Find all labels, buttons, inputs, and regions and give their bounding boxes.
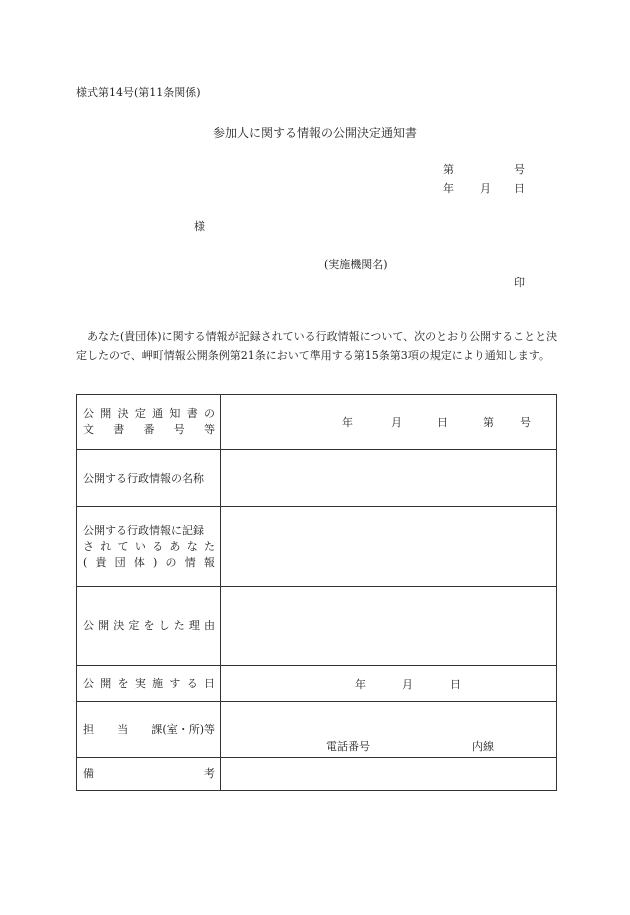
value-info-name xyxy=(221,450,557,507)
date-month: 月 xyxy=(480,182,491,195)
label-date xyxy=(77,666,221,702)
label-remarks xyxy=(77,758,221,791)
label-char: れ xyxy=(100,540,112,553)
value-date xyxy=(221,666,557,702)
label-char: 課(室・所)等 xyxy=(151,723,215,736)
value-month: 月 xyxy=(391,416,402,429)
row-info-name xyxy=(77,450,557,507)
label-char: あ xyxy=(169,540,181,553)
label-char: の xyxy=(203,407,215,420)
value-day: 日 xyxy=(450,678,461,691)
label-char: す xyxy=(169,676,181,690)
label-department xyxy=(77,702,221,758)
label-char: 番 xyxy=(143,423,155,436)
row-recorded-info xyxy=(77,507,557,587)
label-char: 当 xyxy=(117,723,129,736)
addressee-honorific: 様 xyxy=(194,220,205,233)
value-department xyxy=(221,702,557,758)
label-notice-number xyxy=(77,395,221,450)
label-char: 担 xyxy=(83,723,94,736)
value-remarks xyxy=(221,758,557,791)
row-department xyxy=(77,702,557,758)
label-line xyxy=(83,422,215,438)
label-char: て xyxy=(117,540,129,553)
label-line xyxy=(83,555,215,571)
label-recorded-info xyxy=(77,507,221,587)
label-char: を xyxy=(143,619,155,632)
document-title: 参加人に関する情報の公開決定通知書 xyxy=(212,126,417,140)
label-char: 通 xyxy=(152,407,164,420)
value-year: 年 xyxy=(342,416,353,429)
value-go: 号 xyxy=(520,416,531,429)
label-char: 公 xyxy=(83,676,94,690)
value-no: 第 xyxy=(483,416,494,429)
label-char: 文 xyxy=(83,423,94,436)
label-char: し xyxy=(158,619,170,632)
value-notice-number xyxy=(221,395,557,450)
value-day: 日 xyxy=(437,416,448,429)
row-notice-number xyxy=(77,395,557,450)
label-char: 考 xyxy=(204,767,215,780)
label-char: 開 xyxy=(100,407,112,420)
date-day: 日 xyxy=(514,182,525,195)
label-char: な xyxy=(186,540,198,553)
value-reason xyxy=(221,587,557,666)
label-reason xyxy=(77,587,221,666)
value-month: 月 xyxy=(402,678,413,691)
row-date xyxy=(77,666,557,702)
label-char: 報 xyxy=(203,556,215,569)
label-char: ( xyxy=(83,556,88,569)
label-char: 知 xyxy=(169,407,181,420)
label-char: 日 xyxy=(203,676,215,690)
label-char: 定 xyxy=(134,407,146,420)
label-char: 情 xyxy=(184,556,196,569)
agency-name: (実施機関名) xyxy=(324,258,388,271)
label-char: い xyxy=(134,540,146,553)
label-char: る xyxy=(152,540,164,553)
label-line xyxy=(83,722,215,738)
date-year: 年 xyxy=(443,182,454,195)
seal-mark: 印 xyxy=(514,276,525,289)
label-line xyxy=(83,676,215,692)
label-line xyxy=(83,406,215,422)
label-text: 公開する行政情報に記録 xyxy=(83,524,204,537)
value-recorded-info xyxy=(221,507,557,587)
label-char: 備 xyxy=(83,767,94,780)
label-char: 由 xyxy=(204,619,215,632)
value-year: 年 xyxy=(355,678,366,691)
label-char: を xyxy=(117,676,129,690)
label-char: 理 xyxy=(188,619,200,632)
row-reason xyxy=(77,587,557,666)
label-char: さ xyxy=(83,540,94,553)
notice-table xyxy=(76,394,557,791)
label-char: た xyxy=(173,619,185,632)
label-char: た xyxy=(203,540,215,553)
form-number: 様式第14号(第11条関係) xyxy=(76,86,201,99)
label-char: 公 xyxy=(83,619,94,632)
label-char: の xyxy=(165,556,177,569)
phone-label: 電話番号 xyxy=(326,740,370,753)
row-remarks xyxy=(77,758,557,791)
label-char: 施 xyxy=(152,676,164,690)
label-char: 体 xyxy=(133,556,145,569)
label-char: 定 xyxy=(128,619,140,632)
label-line xyxy=(83,766,215,782)
label-char: 公 xyxy=(83,407,94,420)
label-char: 決 xyxy=(117,407,129,420)
label-char: る xyxy=(186,676,198,690)
label-char: 開 xyxy=(100,676,112,690)
label-char: 書 xyxy=(113,423,125,436)
label-info-name xyxy=(77,450,221,507)
label-char: 決 xyxy=(113,619,125,632)
label-char: 号 xyxy=(173,423,185,436)
notice-body: あなた(貴団体)に関する情報が記録されている行政情報について、次のとおり公開することと決定したので、岬町情報公開条例第21条において準用する第15条第3項の規定により通知します。 xyxy=(76,330,558,362)
label-char: 実 xyxy=(134,676,146,690)
extension-label: 内線 xyxy=(472,740,494,753)
doc-number-suffix: 号 xyxy=(514,163,525,176)
label-char: 貴 xyxy=(95,556,107,569)
label-char: 開 xyxy=(98,619,110,632)
label-line xyxy=(83,539,215,555)
label-char: ) xyxy=(153,556,158,569)
label-char: 等 xyxy=(204,423,215,436)
doc-number-prefix: 第 xyxy=(443,163,454,176)
label-line xyxy=(83,618,215,634)
label-text: 公開する行政情報の名称 xyxy=(83,472,204,485)
label-char: 団 xyxy=(114,556,126,569)
label-char: 書 xyxy=(186,407,198,420)
